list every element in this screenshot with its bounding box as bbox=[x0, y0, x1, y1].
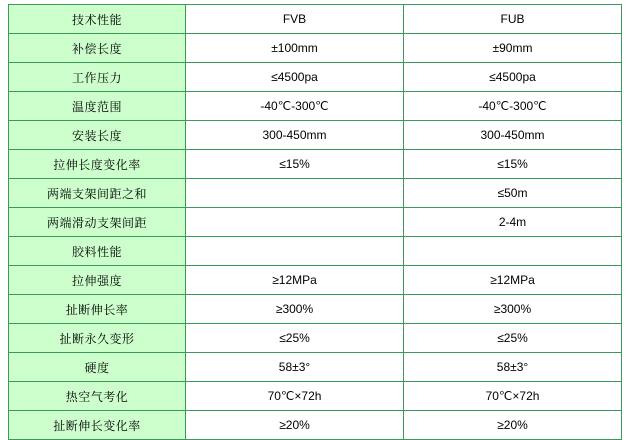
cell-fub: ≥12MPa bbox=[404, 266, 622, 295]
cell-fvb: ≥300% bbox=[186, 295, 404, 324]
cell-fub: ≥300% bbox=[404, 295, 622, 324]
table-row bbox=[9, 5, 622, 34]
table-row bbox=[9, 34, 622, 63]
table-row bbox=[9, 208, 622, 237]
cell-fvb: 58±3° bbox=[186, 353, 404, 382]
table-row bbox=[9, 324, 622, 353]
row-label: 扯断伸长变化率 bbox=[9, 411, 186, 440]
table-row bbox=[9, 92, 622, 121]
specification-table bbox=[8, 4, 622, 440]
table-body bbox=[9, 5, 622, 440]
cell-fvb: 300-450mm bbox=[186, 121, 404, 150]
table-row bbox=[9, 150, 622, 179]
cell-fvb bbox=[186, 237, 404, 266]
row-label: 两端滑动支架间距 bbox=[9, 208, 186, 237]
cell-fub: 70℃×72h bbox=[404, 382, 622, 411]
row-label: 热空气考化 bbox=[9, 382, 186, 411]
table-row bbox=[9, 266, 622, 295]
row-label: 扯断伸长率 bbox=[9, 295, 186, 324]
cell-fvb: ≤4500pa bbox=[186, 63, 404, 92]
row-label: 工作压力 bbox=[9, 63, 186, 92]
table-row bbox=[9, 295, 622, 324]
table-row bbox=[9, 237, 622, 266]
cell-fvb: ≥12MPa bbox=[186, 266, 404, 295]
cell-fub bbox=[404, 237, 622, 266]
cell-fvb: ≤15% bbox=[186, 150, 404, 179]
row-label: 补偿长度 bbox=[9, 34, 186, 63]
row-label: 硬度 bbox=[9, 353, 186, 382]
cell-fub: ≤50m bbox=[404, 179, 622, 208]
cell-fub: ≥20% bbox=[404, 411, 622, 440]
table-row bbox=[9, 179, 622, 208]
cell-fub: ≤4500pa bbox=[404, 63, 622, 92]
cell-fub: 2-4m bbox=[404, 208, 622, 237]
cell-fvb: 70℃×72h bbox=[186, 382, 404, 411]
row-label: 拉伸强度 bbox=[9, 266, 186, 295]
cell-fub: FUB bbox=[404, 5, 622, 34]
row-label: 胶料性能 bbox=[9, 237, 186, 266]
cell-fvb: ±100mm bbox=[186, 34, 404, 63]
cell-fub: ≤25% bbox=[404, 324, 622, 353]
row-label: 两端支架间距之和 bbox=[9, 179, 186, 208]
cell-fvb bbox=[186, 208, 404, 237]
cell-fub: ±90mm bbox=[404, 34, 622, 63]
cell-fvb: ≤25% bbox=[186, 324, 404, 353]
cell-fub: 300-450mm bbox=[404, 121, 622, 150]
table-row bbox=[9, 411, 622, 440]
cell-fub: 58±3° bbox=[404, 353, 622, 382]
row-label: 安装长度 bbox=[9, 121, 186, 150]
row-label: 扯断永久变形 bbox=[9, 324, 186, 353]
cell-fub: -40℃-300℃ bbox=[404, 92, 622, 121]
cell-fvb: FVB bbox=[186, 5, 404, 34]
table-row bbox=[9, 121, 622, 150]
cell-fvb: -40℃-300℃ bbox=[186, 92, 404, 121]
table-row bbox=[9, 382, 622, 411]
row-label: 技术性能 bbox=[9, 5, 186, 34]
cell-fvb bbox=[186, 179, 404, 208]
row-label: 拉伸长度变化率 bbox=[9, 150, 186, 179]
table-row bbox=[9, 63, 622, 92]
cell-fub: ≤15% bbox=[404, 150, 622, 179]
table-row bbox=[9, 353, 622, 382]
row-label: 温度范围 bbox=[9, 92, 186, 121]
cell-fvb: ≥20% bbox=[186, 411, 404, 440]
